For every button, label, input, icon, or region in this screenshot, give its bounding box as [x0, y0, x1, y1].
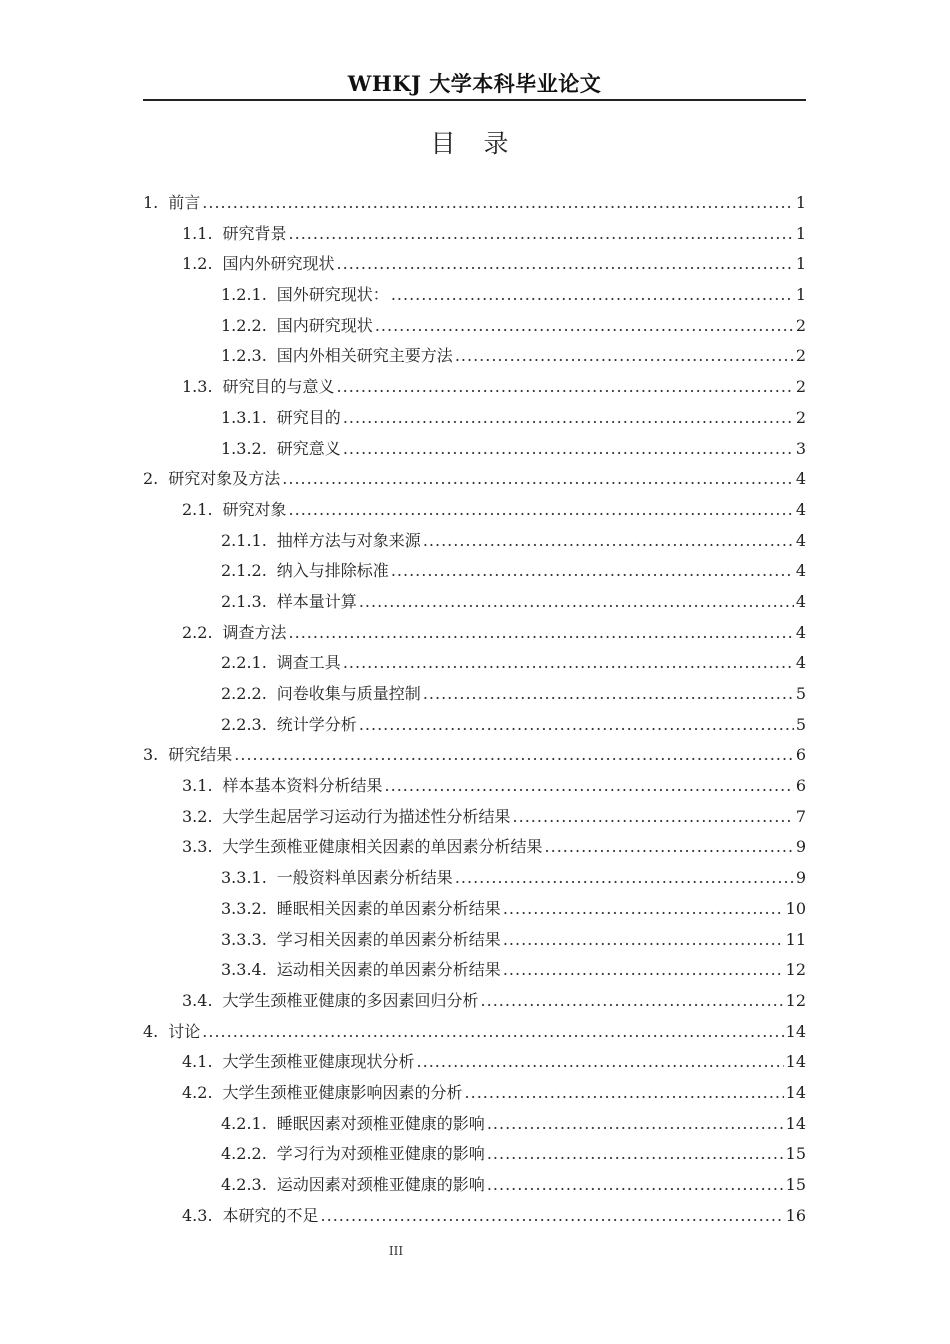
toc-entry-number: 3.3.4. — [221, 960, 267, 980]
toc-entry-number: 2.2.3. — [221, 714, 267, 734]
toc-entry-number: 2.2. — [182, 622, 213, 642]
toc-entry-title: 国内外研究现状 — [222, 254, 335, 274]
toc-entry-number: 3.3.1. — [221, 868, 267, 888]
toc-entry[interactable] — [143, 955, 806, 986]
toc-entry-page: 10 — [785, 898, 806, 918]
toc-entry-page: 14 — [785, 1021, 806, 1041]
toc-entry[interactable] — [143, 802, 806, 833]
toc-entry[interactable] — [143, 771, 806, 802]
toc-entry-title: 运动因素对颈椎亚健康的影响 — [276, 1175, 485, 1194]
toc-entry[interactable] — [143, 1139, 806, 1170]
toc-entry-title: 抽样方法与对象来源 — [276, 530, 421, 550]
toc-entry-title: 大学生颈椎亚健康相关因素的单因素分析结果 — [222, 837, 543, 857]
toc-entry[interactable] — [143, 280, 806, 311]
toc-entry-page: 14 — [785, 1113, 806, 1133]
toc-entry-title: 学习相关因素的单因素分析结果 — [276, 929, 501, 949]
toc-entry-number: 3.4. — [182, 990, 213, 1010]
toc-dot-leader — [234, 740, 794, 771]
toc-entry-title: 研究对象及方法 — [168, 469, 281, 489]
toc-entry-title: 调查方法 — [222, 622, 287, 642]
toc-dot-leader — [385, 771, 794, 802]
toc-entry-number: 3. — [143, 745, 159, 765]
toc-entry-title: 前言 — [168, 193, 201, 212]
toc-entry-title: 研究结果 — [168, 745, 233, 765]
toc-entry-page: 4 — [795, 530, 806, 550]
toc-entry-title: 一般资料单因素分析结果 — [276, 868, 453, 888]
toc-entry-title: 大学生颈椎亚健康现状分析 — [222, 1052, 415, 1072]
toc-dot-leader — [503, 955, 784, 986]
toc-dot-leader — [481, 986, 784, 1017]
toc-entry-page: 16 — [785, 1205, 806, 1225]
toc-entry[interactable] — [143, 372, 806, 403]
toc-entry-page: 7 — [795, 806, 806, 826]
toc-entry-page: 9 — [795, 837, 806, 857]
toc-entry[interactable] — [143, 403, 806, 434]
toc-entry-page: 4 — [795, 499, 806, 519]
toc-entry[interactable] — [143, 1047, 806, 1078]
toc-dot-leader — [455, 341, 794, 372]
toc-entry-number: 2.1.1. — [221, 530, 267, 550]
toc-dot-leader — [343, 403, 794, 434]
toc-entry-title: 本研究的不足 — [222, 1205, 319, 1225]
toc-entry-page: 2 — [795, 377, 806, 397]
toc-entry-number: 2.2.2. — [221, 684, 267, 703]
toc-dot-leader — [343, 434, 794, 465]
toc-entry[interactable] — [143, 740, 806, 771]
toc-entry-number: 4. — [143, 1021, 159, 1041]
toc-entry-title: 研究目的 — [276, 407, 341, 427]
table-of-contents — [143, 188, 806, 1231]
running-header: WHKJ 大学本科毕业论文 — [347, 71, 602, 96]
toc-entry-title: 睡眠相关因素的单因素分析结果 — [276, 898, 501, 918]
toc-dot-leader — [391, 280, 794, 311]
toc-entry[interactable] — [143, 894, 806, 925]
toc-entry-title: 样本量计算 — [276, 591, 357, 611]
toc-entry-page: 12 — [785, 960, 806, 980]
toc-title: 目 录 — [430, 129, 519, 158]
toc-dot-leader — [503, 925, 784, 956]
toc-entry-number: 3.3.3. — [221, 929, 267, 949]
toc-entry-page: 2 — [795, 315, 806, 335]
toc-entry-number: 2.1.2. — [221, 561, 267, 581]
toc-dot-leader — [487, 1170, 784, 1201]
page-number: III — [388, 1244, 404, 1258]
toc-dot-leader — [337, 249, 794, 280]
toc-entry[interactable] — [143, 986, 806, 1017]
toc-dot-leader — [202, 1017, 783, 1048]
toc-entry-title: 研究意义 — [276, 438, 341, 458]
toc-entry-number: 1.3.2. — [221, 438, 267, 458]
toc-dot-leader — [289, 219, 794, 250]
toc-entry-page: 11 — [785, 929, 806, 949]
toc-entry-title: 讨论 — [168, 1021, 201, 1041]
toc-dot-leader — [423, 679, 794, 710]
toc-dot-leader — [282, 464, 794, 495]
toc-entry-page: 1 — [795, 254, 806, 274]
toc-entry-page: 4 — [795, 653, 806, 673]
toc-entry-title: 研究对象 — [222, 499, 287, 519]
toc-entry[interactable] — [143, 434, 806, 465]
toc-dot-leader — [375, 311, 794, 342]
toc-dot-leader — [391, 556, 794, 587]
toc-entry-page: 5 — [795, 714, 806, 734]
toc-entry-number: 1.2.1. — [221, 285, 267, 305]
toc-dot-leader — [321, 1201, 784, 1232]
toc-entry-page: 2 — [795, 346, 806, 366]
toc-entry-page: 4 — [795, 591, 806, 611]
toc-entry-number: 2. — [143, 469, 159, 489]
toc-entry-page: 14 — [785, 1052, 806, 1072]
toc-entry-title: 大学生起居学习运动行为描述性分析结果 — [222, 806, 511, 826]
toc-entry-page: 15 — [785, 1144, 806, 1164]
header-rule — [143, 99, 806, 101]
toc-entry[interactable] — [143, 1170, 806, 1201]
toc-entry-page: 1 — [795, 285, 806, 305]
toc-dot-leader — [337, 372, 794, 403]
toc-entry-title: 睡眠因素对颈椎亚健康的影响 — [276, 1113, 485, 1133]
toc-entry-page: 9 — [795, 868, 806, 888]
toc-entry[interactable] — [143, 495, 806, 526]
toc-dot-leader — [359, 710, 794, 741]
toc-entry-page: 14 — [785, 1082, 806, 1102]
toc-entry-number: 2.1.3. — [221, 591, 267, 611]
toc-entry[interactable] — [143, 679, 806, 710]
toc-entry-number: 1.3. — [182, 377, 213, 397]
toc-entry-number: 3.2. — [182, 806, 213, 826]
toc-entry[interactable] — [143, 188, 806, 219]
toc-entry[interactable] — [143, 341, 806, 372]
toc-entry[interactable] — [143, 587, 806, 618]
toc-entry-number: 4.3. — [182, 1205, 213, 1225]
toc-entry-number: 4.2. — [182, 1082, 213, 1102]
toc-entry[interactable] — [143, 648, 806, 679]
toc-entry-page: 4 — [795, 561, 806, 581]
toc-dot-leader — [465, 1078, 784, 1109]
toc-entry-page: 12 — [785, 990, 806, 1010]
toc-dot-leader — [359, 587, 794, 618]
toc-entry-page: 4 — [795, 469, 806, 489]
toc-entry-number: 4.2.1. — [221, 1113, 267, 1133]
toc-entry-title: 大学生颈椎亚健康的多因素回归分析 — [222, 990, 479, 1010]
toc-entry[interactable] — [143, 710, 806, 741]
toc-entry-number: 1.2.2. — [221, 315, 267, 335]
toc-entry-number: 2.1. — [182, 499, 213, 519]
toc-entry-title: 统计学分析 — [276, 714, 357, 734]
toc-entry-number: 4.2.3. — [221, 1175, 267, 1194]
toc-entry[interactable] — [143, 1017, 806, 1048]
toc-entry[interactable] — [143, 1109, 806, 1140]
toc-entry[interactable] — [143, 863, 806, 894]
toc-entry-page: 5 — [795, 684, 806, 703]
toc-entry-number: 1.1. — [182, 223, 213, 243]
toc-dot-leader — [343, 648, 794, 679]
toc-entry-title: 国外研究现状： — [276, 285, 389, 305]
toc-entry-title: 国内研究现状 — [276, 315, 373, 335]
toc-entry-page: 6 — [795, 745, 806, 765]
toc-entry-title: 纳入与排除标准 — [276, 561, 389, 581]
toc-dot-leader — [487, 1139, 784, 1170]
toc-entry-number: 1.2.3. — [221, 346, 267, 366]
toc-entry-number: 4.2.2. — [221, 1144, 267, 1164]
toc-entry-number: 3.3.2. — [221, 898, 267, 918]
toc-entry-number: 3.3. — [182, 837, 213, 857]
toc-entry-number: 1. — [143, 193, 159, 212]
toc-entry-number: 1.2. — [182, 254, 213, 274]
toc-entry[interactable] — [143, 1078, 806, 1109]
toc-entry-page: 1 — [795, 223, 806, 243]
toc-entry-number: 4.1. — [182, 1052, 213, 1072]
toc-entry[interactable] — [143, 832, 806, 863]
toc-entry-title: 样本基本资料分析结果 — [222, 776, 383, 796]
toc-dot-leader — [289, 495, 794, 526]
toc-dot-leader — [487, 1109, 784, 1140]
toc-entry-page: 4 — [795, 622, 806, 642]
toc-entry-title: 国内外相关研究主要方法 — [276, 346, 453, 366]
toc-dot-leader — [417, 1047, 784, 1078]
toc-entry[interactable] — [143, 219, 806, 250]
toc-entry[interactable] — [143, 925, 806, 956]
toc-entry-page: 2 — [795, 407, 806, 427]
toc-entry[interactable] — [143, 464, 806, 495]
toc-entry[interactable] — [143, 526, 806, 557]
toc-entry[interactable] — [143, 311, 806, 342]
toc-dot-leader — [513, 802, 794, 833]
toc-entry-title: 运动相关因素的单因素分析结果 — [276, 960, 501, 980]
toc-entry-number: 1.3.1. — [221, 407, 267, 427]
toc-entry[interactable] — [143, 618, 806, 649]
toc-entry-number: 2.2.1. — [221, 653, 267, 673]
toc-entry-page: 3 — [795, 438, 806, 458]
toc-entry-page: 1 — [795, 193, 806, 212]
toc-dot-leader — [202, 188, 794, 219]
toc-entry-title: 学习行为对颈椎亚健康的影响 — [276, 1144, 485, 1164]
toc-entry-page: 15 — [785, 1175, 806, 1194]
toc-entry-title: 问卷收集与质量控制 — [276, 684, 421, 703]
toc-entry-title: 研究背景 — [222, 223, 287, 243]
toc-entry[interactable] — [143, 249, 806, 280]
toc-dot-leader — [423, 526, 794, 557]
toc-entry-title: 调查工具 — [276, 653, 341, 673]
toc-dot-leader — [503, 894, 784, 925]
toc-entry-title: 大学生颈椎亚健康影响因素的分析 — [222, 1082, 463, 1102]
toc-entry-title: 研究目的与意义 — [222, 377, 335, 397]
toc-dot-leader — [455, 863, 794, 894]
toc-entry[interactable] — [143, 1201, 806, 1232]
toc-entry[interactable] — [143, 556, 806, 587]
toc-dot-leader — [289, 618, 794, 649]
toc-dot-leader — [545, 832, 794, 863]
toc-entry-number: 3.1. — [182, 776, 213, 796]
toc-entry-page: 6 — [795, 776, 806, 796]
